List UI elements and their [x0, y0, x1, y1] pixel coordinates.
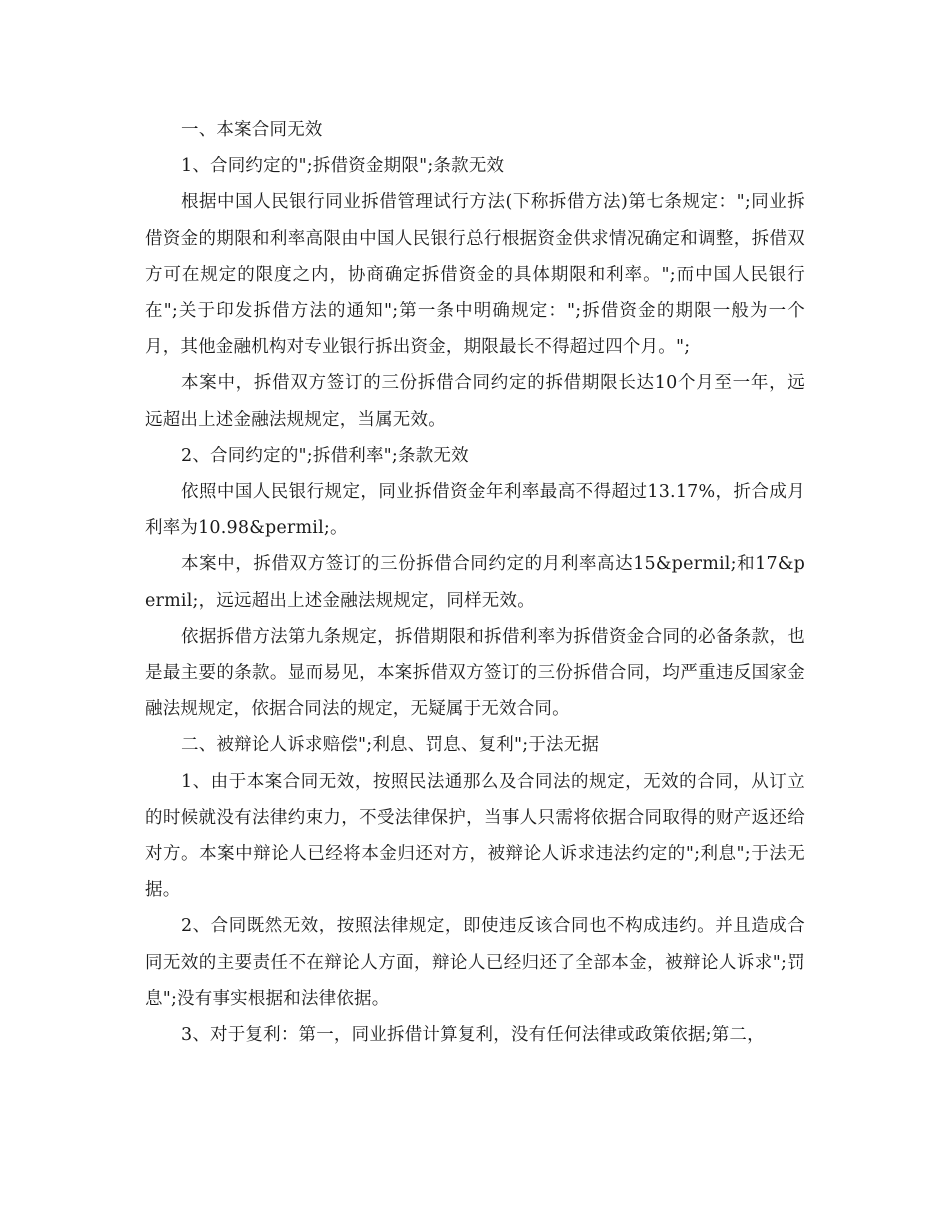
subsection-heading-1-2: 2、合同约定的";拆借利率";条款无效	[181, 445, 469, 466]
paragraph: 3、对于复利：第一，同业拆借计算复利，没有任何法律或政策依据;第二，	[181, 1025, 765, 1046]
paragraph: 本案中，拆借双方签订的三份拆借合同约定的拆借期限长达10个月至一年，远远超出上述金融法规规定，当属无效。	[145, 373, 805, 430]
paragraph: 依据拆借方法第九条规定，拆借期限和拆借利率为拆借资金合同的必备条款，也是最主要的条款。显而易见，本案拆借双方签订的三份拆借合同，均严重违反国家金融法规规定，依据合同法的规定，无疑属于无效合同。	[145, 626, 805, 720]
paragraph: 1、由于本案合同无效，按照民法通那么及合同法的规定，无效的合同，从订立的时候就没有法律约束力，不受法律保护，当事人只需将依据合同取得的财产返还给对方。本案中辩论人已经将本金归还对方，被辩论人诉求违法约定的";利息";于法无据。	[145, 771, 805, 901]
section-heading-2: 二、被辩论人诉求赔偿";利息、罚息、复利";于法无据	[181, 735, 600, 756]
paragraph: 依照中国人民银行规定，同业拆借资金年利率最高不得超过13.17%，折合成月利率为10.98&permil;。	[145, 482, 805, 539]
paragraph: 根据中国人民银行同业拆借管理试行方法(下称拆借方法)第七条规定：";同业拆借资金的期限和利率高限由中国人民银行总行根据资金供求情况确定和调整，拆借双方可在规定的限度之内，协商确定拆借资金的具体期限和利率。";而中国人民银行在";关于印发拆借方法的通知";第一条中明确规定：";拆借资金的期限一般为一个月，其他金融机构对专业银行拆出资金，期限最长不得超过四个月。";	[145, 192, 805, 358]
subsection-heading-1-1: 1、合同约定的";拆借资金期限";条款无效	[181, 156, 505, 177]
paragraph: 2、合同既然无效，按照法律规定，即使违反该合同也不构成违约。并且造成合同无效的主要责任不在辩论人方面，辩论人已经归还了全部本金，被辩论人诉求";罚息";没有事实根据和法律依据。	[145, 916, 805, 1009]
paragraph: 本案中，拆借双方签订的三份拆借合同约定的月利率高达15&permil;和17&permil;，远远超出上述金融法规规定，同样无效。	[145, 554, 805, 611]
section-heading-1: 一、本案合同无效	[181, 120, 323, 140]
document-body	[145, 112, 805, 1053]
